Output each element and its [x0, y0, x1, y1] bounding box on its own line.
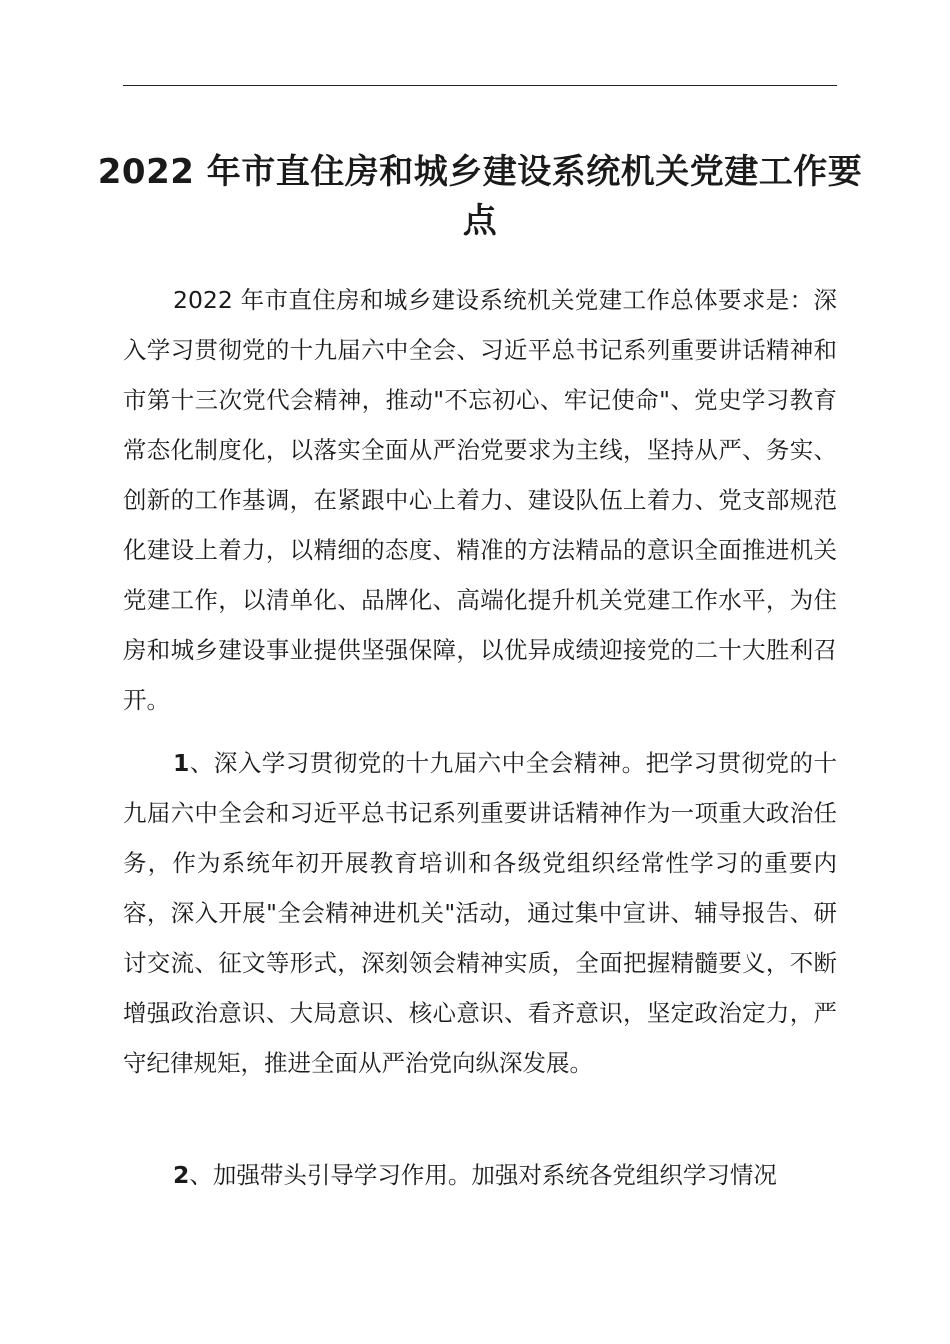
paragraph-item-1 — [123, 738, 837, 1088]
paragraph-text: 、深入学习贯彻党的十九届六中全会精神。把学习贯彻党的十九届六中全会和习近平总书记系列重要讲话精神作为一项重大政治任务，作为系统年初开展教育培训和各级党组织经常性学习的重要内容，深入开展"全会精神进机关"活动，通过集中宣讲、辅导报告、研讨交流、征文等形式，深刻领会精神实质，全面把握精髓要义，不断增强政治意识、大局意识、核心意识、看齐意识，坚定政治定力，严守纪律规矩，推进全面从严治党向纵深发展。 — [123, 749, 837, 1077]
paragraph-intro — [123, 275, 837, 725]
item-number: 1 — [173, 749, 190, 777]
paragraph-text: 、加强带头引导学习作用。加强对系统各党组织学习情况 — [189, 1161, 777, 1189]
item-number: 2 — [173, 1161, 190, 1189]
header-rule — [123, 85, 837, 86]
paragraph-text: 2022 年市直住房和城乡建设系统机关党建工作总体要求是：深入学习贯彻党的十九届六中全会、习近平总书记系列重要讲话精神和市第十三次党代会精神，推动"不忘初心、牢记使命"、党史学习教育常态化制度化，以落实全面从严治党要求为主线，坚持从严、务实、创新的工作基调，在紧跟中心上着力、建设队伍上着力、党支部规范化建设上着力，以精细的态度、精准的方法精品的意识全面推进机关党建工作，以清单化、品牌化、高端化提升机关党建工作水平，为住房和城乡建设事业提供坚强保障，以优异成绩迎接党的二十大胜利召开。 — [123, 286, 837, 714]
paragraph-item-2 — [123, 1150, 837, 1200]
document-title: 2022 年市直住房和城乡建设系统机关党建工作要点 — [97, 152, 863, 241]
